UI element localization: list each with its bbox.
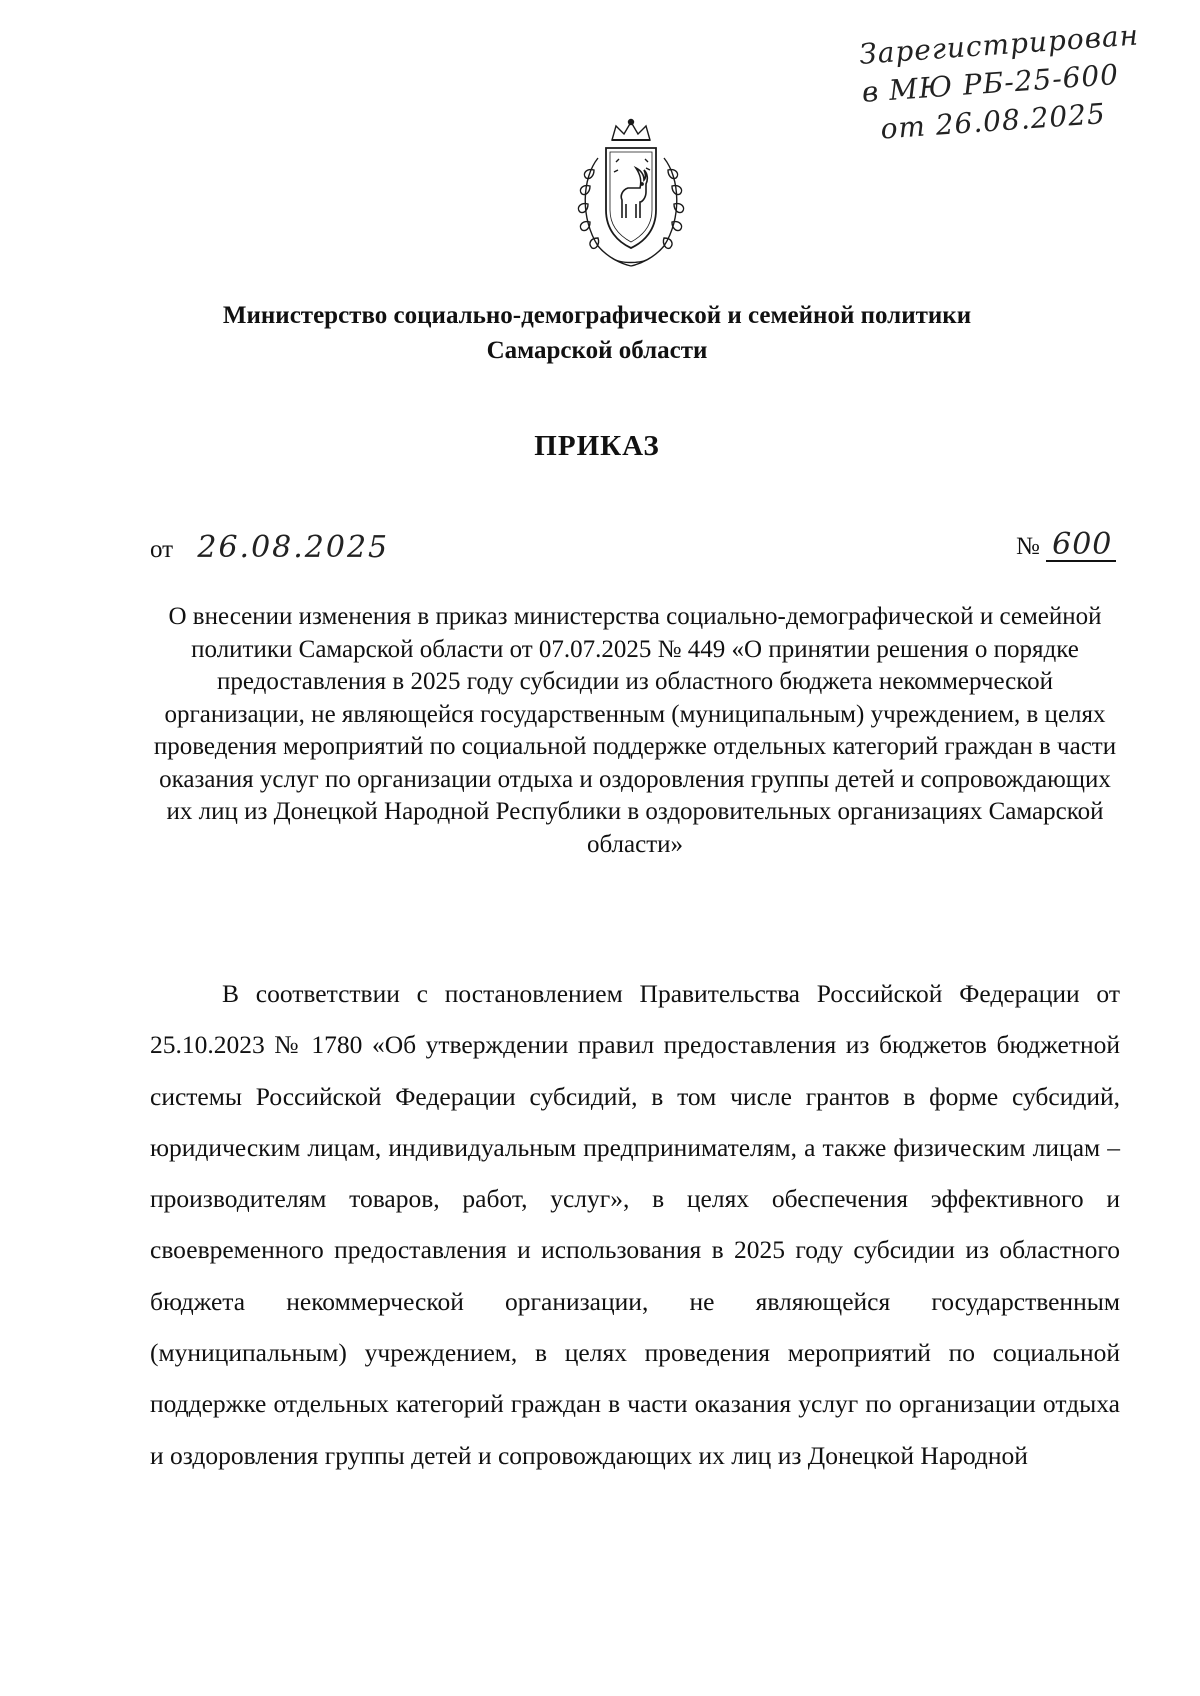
- document-type-title: ПРИКАЗ: [534, 430, 660, 462]
- registration-handwritten-note: [858, 15, 1165, 150]
- number-handwritten: 600: [1046, 530, 1116, 562]
- order-date: [150, 530, 389, 565]
- order-number: [1016, 527, 1116, 562]
- samara-coat-of-arms-icon: [568, 118, 694, 270]
- registration-note-line-3: от 26.08.2025: [879, 96, 1107, 146]
- ministry-heading: [120, 298, 1074, 368]
- number-prefix: №: [1016, 533, 1040, 560]
- ministry-line-2: Самарской области: [486, 337, 708, 364]
- ministry-line-1: Министерство социально-демографической и семейной политики: [222, 302, 972, 329]
- order-body-paragraph: В соответствии с постановлением Правительства Российской Федерации от 25.10.2023 № 1780 «Об утверждении правил предоставления из бюджетов бюджетной системы Российской Федерации субсидий, в том числе грантов в форме субсидий, юридическим лицам, индивидуальным предпринимателям, а также физическим лицам – производителям товаров, работ, услуг», в целях обеспечения эффективного и своевременного предоставления и использования в 2025 году субсидии из областного бюджета некоммерческой организации, не являющейся государственным (муниципальным) учреждением, в целях проведения мероприятий по социальной поддержке отдельных категорий граждан в части оказания услуг по организации отдыха и оздоровления группы детей и сопровождающих их лиц из Донецкой Народной: [150, 979, 1120, 1470]
- order-subject: О внесении изменения в приказ министерства социально-демографической и семейной политики Самарской области от 07.07.2025 № 449 «О принятии решения о порядке предоставления в 2025 году субсидии из областного бюджета некоммерческой организации, не являющейся государственным (муниципальным) учреждением, в целях проведения мероприятий по социальной поддержке отдельных категорий граждан в части оказания услуг по организации отдыха и оздоровления группы детей и сопровождающих их лиц из Донецкой Народной Республики в оздоровительных организациях Самарской области»: [153, 603, 1117, 858]
- date-handwritten: 26.08.2025: [197, 530, 390, 565]
- registration-note-line-2: в МЮ РБ-25-600: [860, 57, 1121, 109]
- registration-note-line-1: Зарегистрирован: [858, 18, 1140, 71]
- date-prefix: от: [150, 536, 174, 563]
